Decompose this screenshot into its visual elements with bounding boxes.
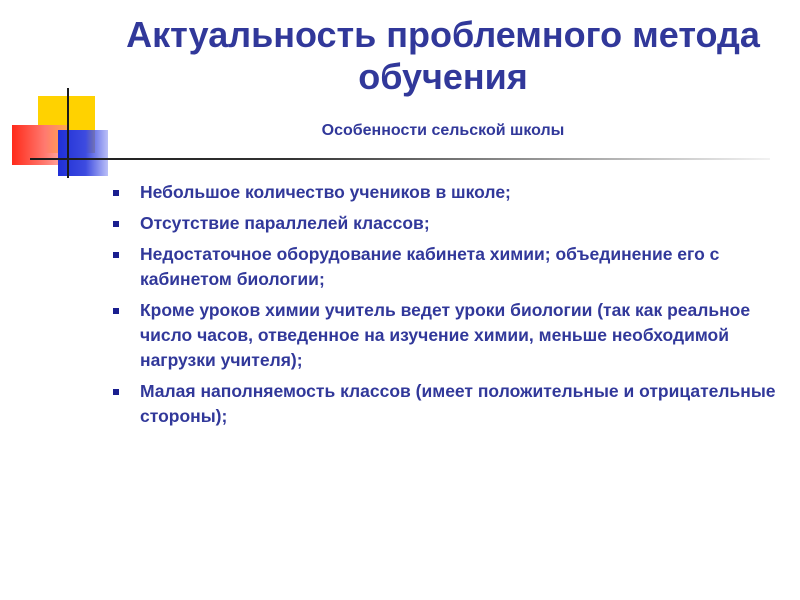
horizontal-divider-line [30,158,770,160]
bullet-item [112,242,777,292]
bullet-text: Небольшое количество учеников в школе; [140,182,511,202]
square-bullet-icon [113,389,119,395]
square-bullet-icon [113,221,119,227]
bullet-item [112,211,777,236]
square-bullet-icon [113,252,119,258]
blue-square-decoration [58,130,108,176]
vertical-divider-line [67,88,69,178]
square-bullet-icon [113,308,119,314]
bullet-item [112,298,777,373]
bullet-text: Недостаточное оборудование кабинета химии; объединение его с кабинетом биологии; [140,244,720,289]
bullet-list [112,180,777,435]
bullet-text: Отсутствие параллелей классов; [140,213,430,233]
bullet-text: Кроме уроков химии учитель ведет уроки биологии (так как реальное число часов, отведенное на изучение химии, меньше необходимой нагрузки учителя); [140,300,751,370]
bullet-text: Малая наполняемость классов (имеет положительные и отрицательные стороны); [140,381,776,426]
square-bullet-icon [113,190,119,196]
slide-subtitle: Особенности сельской школы [321,122,565,139]
slide-title: Актуальность проблемного метода обучения [126,14,760,97]
bullet-item [112,180,777,205]
bullet-item [112,379,777,429]
